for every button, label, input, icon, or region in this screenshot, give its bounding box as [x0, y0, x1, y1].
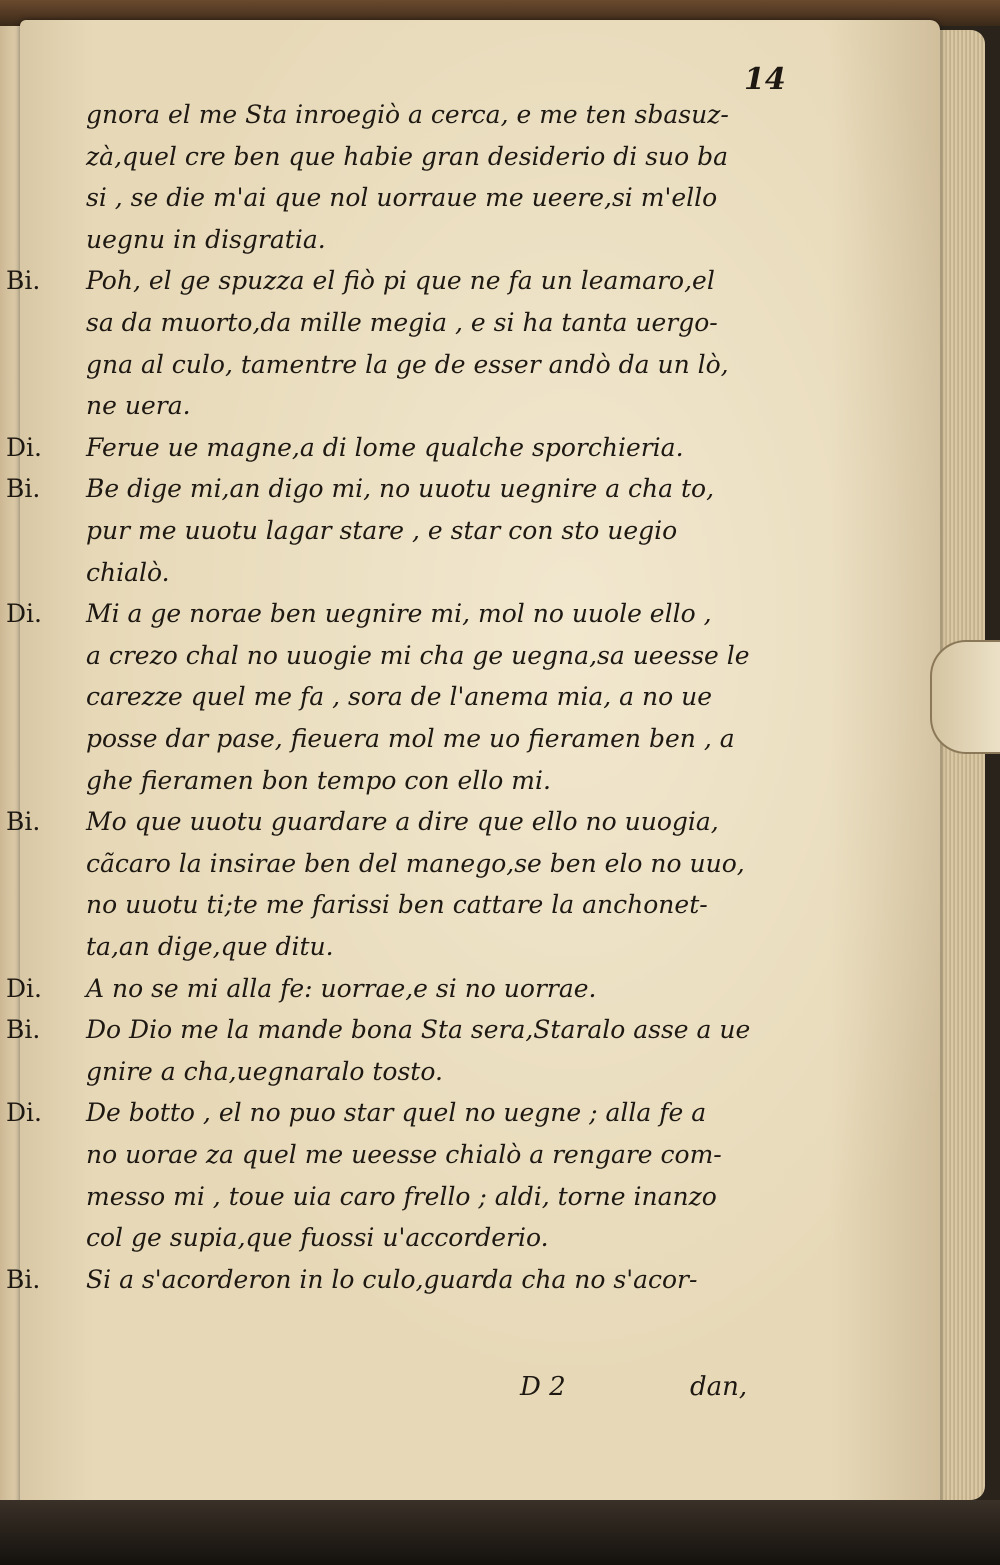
text-line: chialò. [86, 557, 170, 587]
text-line: cãcaro la insirae ben del manego,se ben elo no uuo, [86, 848, 745, 878]
speaker-label: Di. [6, 432, 42, 462]
text-line: Mi a ge norae ben uegnire mi, mol no uuole ello , [86, 599, 712, 629]
speaker-label: Bi. [6, 1015, 41, 1045]
text-line: ne uera. [86, 391, 191, 421]
text-line: Poh, el ge spuzza el fiò pi que ne fa un leamaro,el [86, 266, 715, 296]
page-number: 14 [744, 62, 786, 97]
text-line: zà,quel cre ben que habie gran desiderio di suo ba [86, 141, 729, 171]
text-line: carezze quel me fa , sora de l'anema mia, a no ue [86, 682, 713, 712]
text-line: Si a s'acorderon in lo culo,guarda cha no s'acor- [86, 1264, 698, 1294]
text-line: gnire a cha,uegnaralo tosto. [86, 1056, 443, 1086]
text-line: gna al culo, tamentre la ge de esser andò da un lò, [86, 349, 729, 379]
text-line: no uorae za quel me ueesse chialò a rengare com- [86, 1140, 722, 1169]
speaker-label: Di. [6, 599, 42, 629]
speaker-label: Bi. [6, 266, 41, 296]
text-line: De botto , el no puo star quel no uegne ; alla fe a [86, 1098, 707, 1128]
signature-mark: D 2 [520, 1372, 566, 1402]
speaker-label: Di. [6, 1098, 42, 1128]
text-line: Be dige mi,an digo mi, no uuotu uegnire a cha to, [86, 474, 715, 504]
speaker-label: Di. [6, 973, 42, 1003]
text-line: posse dar pase, fieuera mol me uo fieramen ben , a [86, 724, 735, 753]
text-line: si , se die m'ai que nol uorraue me ueere,si m'ello [86, 183, 718, 213]
text-line: Ferue ue magne,a di lome qualche sporchieria. [86, 432, 684, 462]
text-line: a crezo chal no uuogie mi cha ge uegna,sa ueesse le [86, 640, 750, 670]
text-line: ghe fieramen bon tempo con ello mi. [86, 765, 551, 795]
text-line: A no se mi alla fe: uorrae,e si no uorrae. [86, 973, 597, 1003]
text-line: gnora el me Sta inroegiò a cerca, e me ten sbasuz- [86, 100, 729, 129]
text-line: Do Dio me la mande bona Sta sera,Staralo asse a ue [86, 1015, 751, 1045]
speaker-label: Bi. [6, 474, 41, 504]
text-line: ta,an dige,que ditu. [86, 932, 334, 961]
catchword: dan, [690, 1372, 748, 1402]
text-line: uegnu in disgratia. [86, 224, 326, 254]
text-line: Mo que uuotu guardare a dire que ello no uuogia, [86, 807, 719, 837]
text-line: no uuotu ti;te me farissi ben cattare la anchonet- [86, 890, 708, 920]
text-line: sa da muorto,da mille megia , e si ha tanta uergo- [86, 308, 718, 337]
text-line: messo mi , toue uia caro frello ; aldi, torne inanzo [86, 1181, 717, 1211]
speaker-label: Bi. [6, 807, 41, 837]
text-line: pur me uuotu lagar stare , e star con sto uegio [86, 516, 678, 545]
speaker-label: Bi. [6, 1264, 41, 1294]
text-line: col ge supia,que fuossi u'accorderio. [86, 1223, 549, 1253]
